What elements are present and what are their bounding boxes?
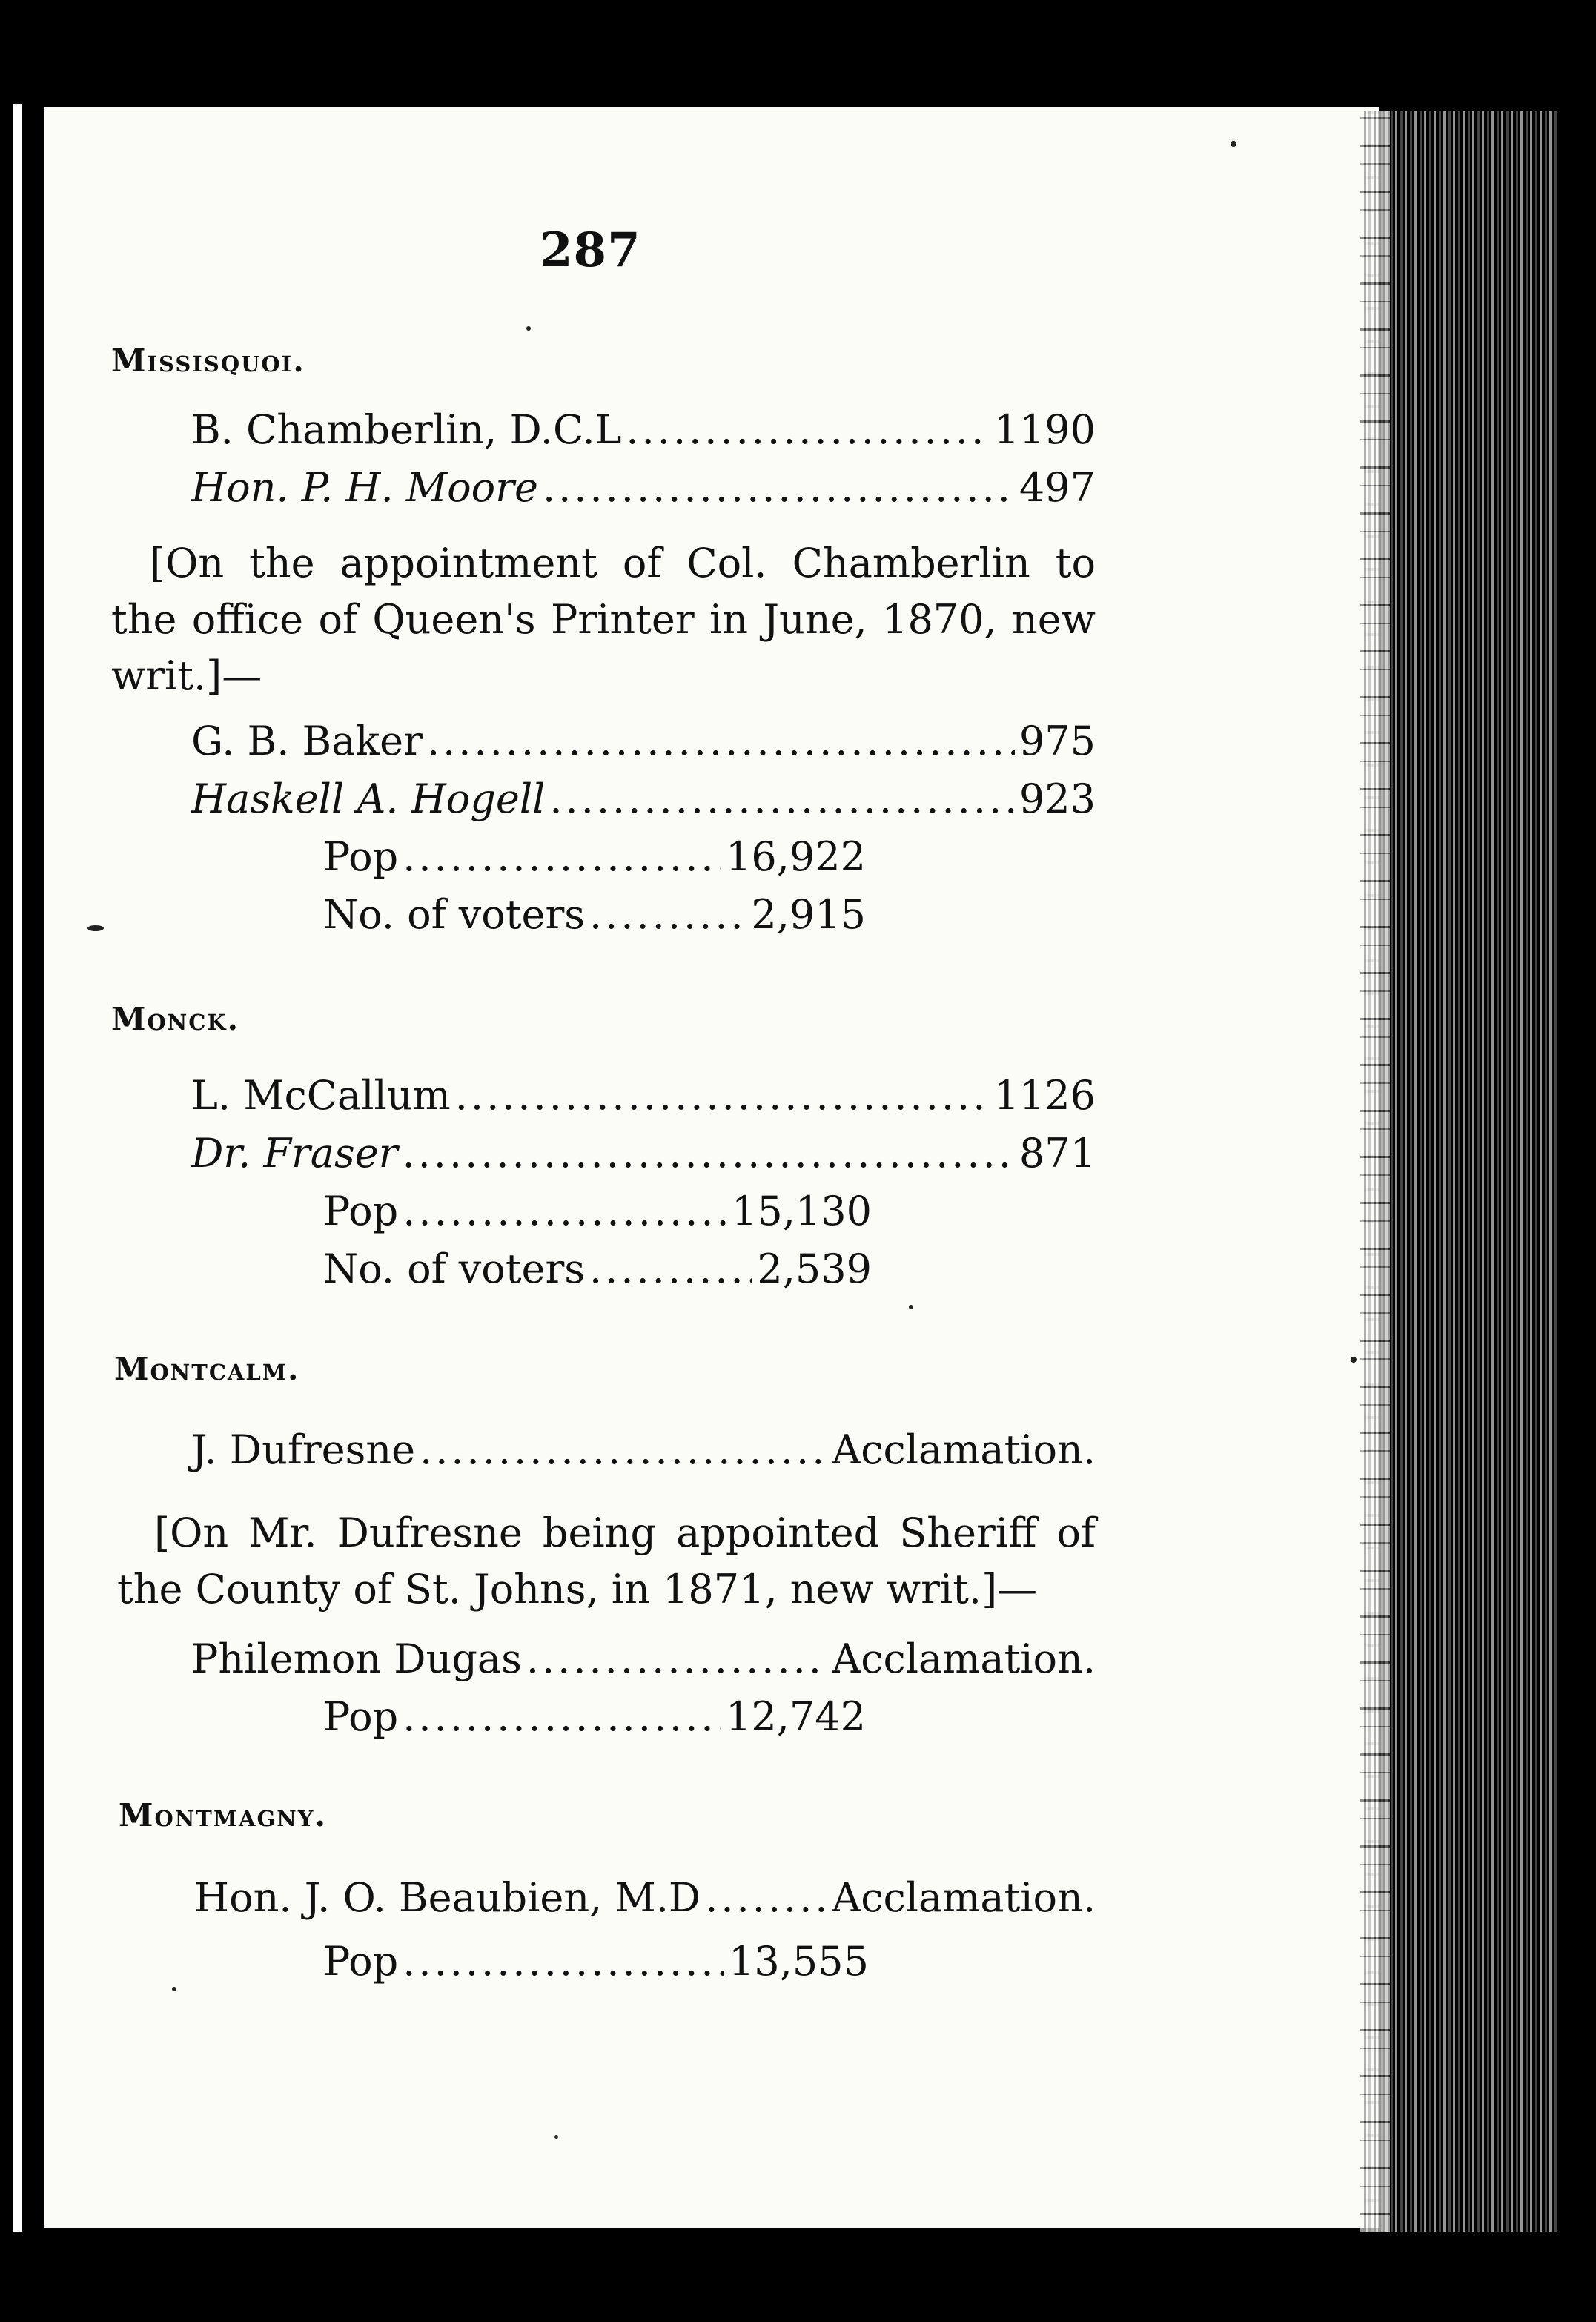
candidate-name: G. B. Baker: [191, 718, 423, 764]
candidate-name: Dr. Fraser: [191, 1130, 398, 1177]
stat-label: Pop: [323, 1938, 399, 1985]
candidate-name: J. Dufresne: [191, 1426, 416, 1473]
dot-leader: [427, 718, 1015, 764]
dot-leader: [526, 1635, 827, 1682]
scan-speck: [1231, 141, 1236, 147]
candidate-name: Haskell A. Hogell: [191, 775, 546, 822]
result-row: [191, 775, 1096, 822]
result-row: [191, 718, 1096, 764]
dot-leader: [403, 1938, 724, 1985]
stat-label: Pop: [323, 1693, 399, 1740]
stat-value: 13,555: [729, 1938, 869, 1985]
result-row: [191, 1426, 1096, 1473]
book-fore-edge: [1364, 111, 1557, 2232]
vote-count: 497: [1019, 464, 1096, 511]
candidate-name: Hon. J. O. Beaubien, M.D: [194, 1874, 701, 1921]
stat-value: 2,915: [751, 891, 866, 938]
vote-count: 1190: [993, 406, 1096, 453]
result-row: [191, 1072, 1096, 1119]
scan-speck: [172, 1987, 176, 1991]
stat-label: No. of voters: [323, 1246, 586, 1292]
stat-label: Pop: [323, 833, 399, 880]
dot-leader: [705, 1874, 827, 1921]
stat-value: 12,742: [726, 1693, 866, 1740]
vote-count: 1126: [993, 1072, 1096, 1119]
election-note: [On Mr. Dufresne being appointed Sheriff of the County of St. Johns, in 1871, new writ.]—: [117, 1509, 1096, 1612]
population-row: [323, 833, 866, 880]
voters-row: [323, 1246, 872, 1292]
result-value: Acclamation.: [832, 1426, 1096, 1473]
result-row: [191, 1635, 1096, 1682]
result-row: [194, 1874, 1096, 1921]
stat-label: No. of voters: [323, 891, 586, 938]
result-value: Acclamation.: [832, 1874, 1096, 1921]
section-heading-montmagny: Montmagny.: [119, 1797, 328, 1833]
stat-value: 15,130: [732, 1188, 872, 1234]
result-row: [191, 464, 1096, 511]
dot-leader: [455, 1072, 990, 1119]
vote-count: 923: [1019, 775, 1096, 822]
dot-leader: [402, 1130, 1014, 1177]
scan-speck: [554, 2135, 558, 2139]
dot-leader: [549, 775, 1015, 822]
candidate-name: L. McCallum: [191, 1072, 451, 1119]
dot-leader: [403, 833, 721, 880]
scan-speck: [1351, 1357, 1357, 1363]
book-left-edge: [0, 104, 39, 2232]
result-value: Acclamation.: [832, 1635, 1096, 1682]
dot-leader: [543, 464, 1015, 511]
dot-leader: [420, 1426, 827, 1473]
stat-value: 2,539: [757, 1246, 872, 1292]
voters-row: [323, 891, 866, 938]
population-row: [323, 1938, 869, 1985]
dot-leader: [626, 406, 989, 453]
population-row: [323, 1188, 872, 1234]
election-note: [On the appointment of Col. Chamberlin to the office of Queen's Printer in June, 1870, new writ.]—: [111, 540, 1096, 699]
book-fore-edge-shadow: [1360, 111, 1390, 2232]
result-row: [191, 1130, 1096, 1177]
scan-speck: [909, 1305, 913, 1309]
candidate-name: B. Chamberlin, D.C.L: [191, 406, 622, 453]
result-row: [191, 406, 1096, 453]
vote-count: 871: [1019, 1130, 1096, 1177]
page-number: 287: [540, 222, 641, 278]
scan-speck: [87, 925, 104, 931]
section-heading-missisquoi: Missisquoi.: [111, 343, 305, 379]
dot-leader: [403, 1693, 721, 1740]
stat-value: 16,922: [726, 833, 866, 880]
scan-speck: [526, 326, 531, 331]
dot-leader: [403, 1188, 727, 1234]
candidate-name: Philemon Dugas: [191, 1635, 522, 1682]
population-row: [323, 1693, 866, 1740]
dot-leader: [589, 1246, 752, 1292]
section-heading-montcalm: Montcalm.: [114, 1351, 300, 1387]
candidate-name: Hon. P. H. Moore: [191, 464, 538, 511]
section-heading-monck: Monck.: [111, 1001, 240, 1037]
stat-label: Pop: [323, 1188, 399, 1234]
dot-leader: [589, 891, 746, 938]
vote-count: 975: [1019, 718, 1096, 764]
